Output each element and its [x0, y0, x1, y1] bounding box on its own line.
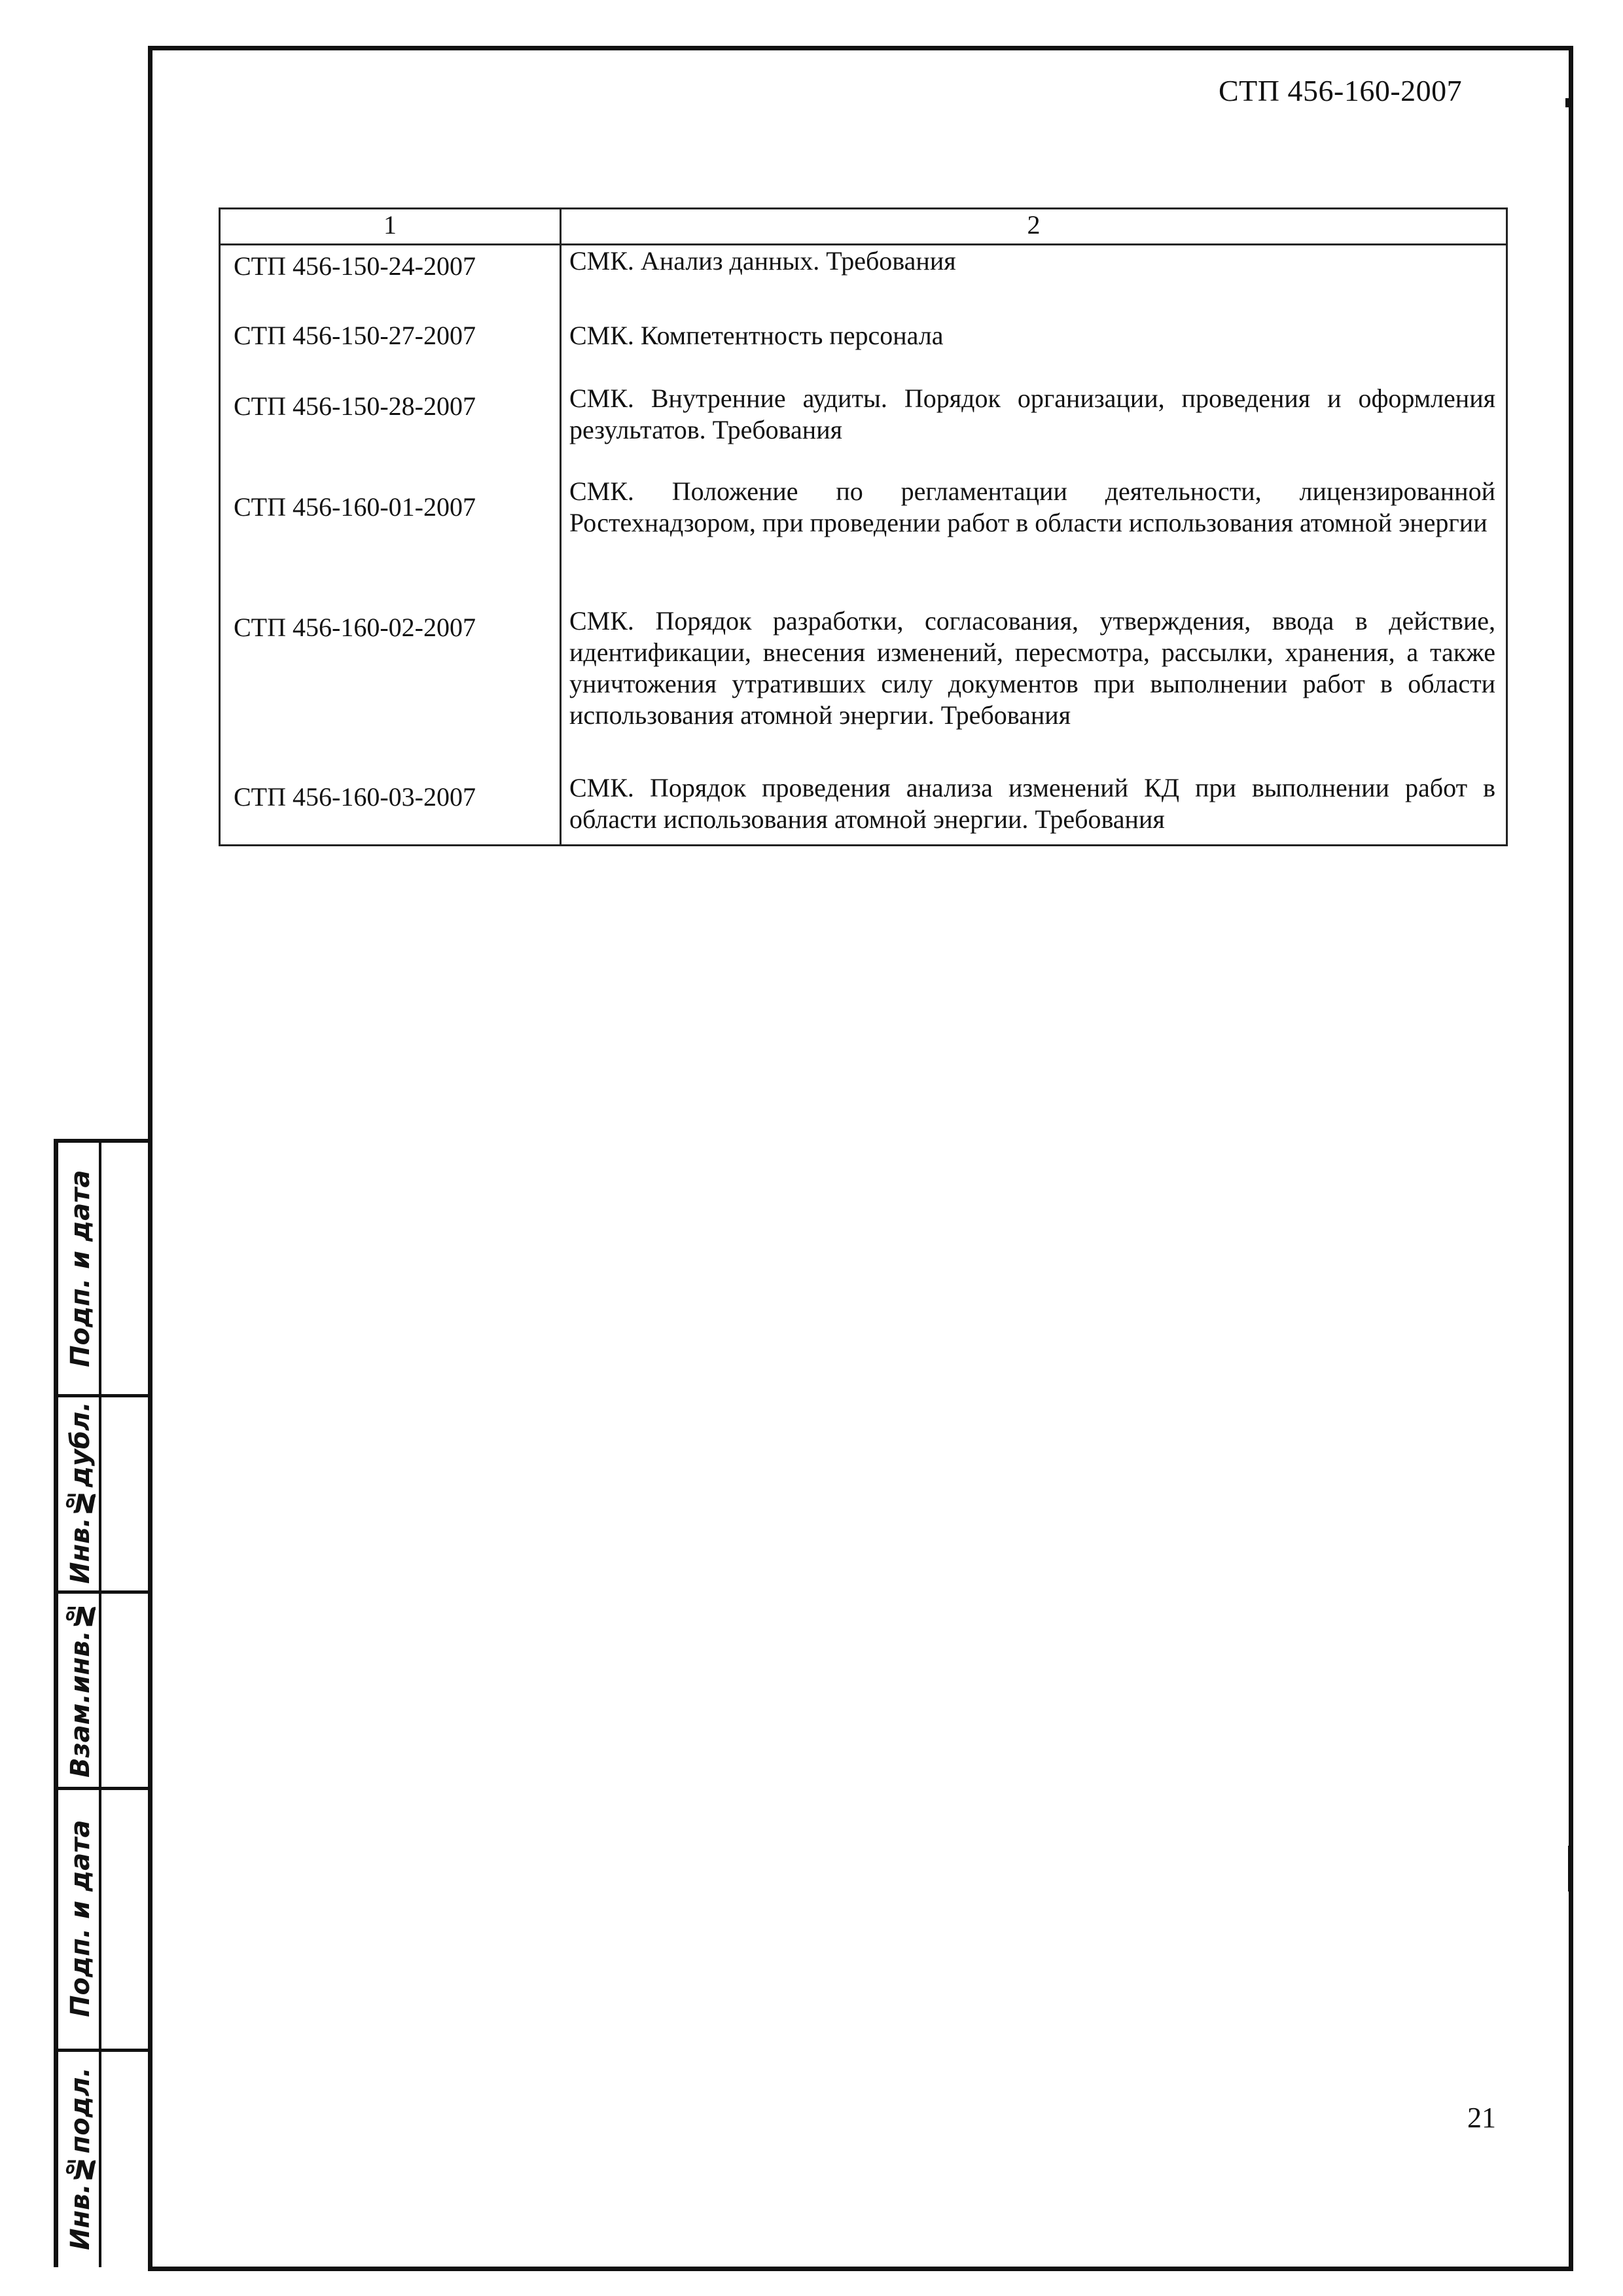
standard-title: СМК. Внутренние аудиты. Порядок организации, проведения и оформления результатов. Требования: [569, 384, 1495, 444]
table-row: [220, 317, 1507, 383]
table-row: [220, 245, 1507, 318]
side-label-sign-date: Подп. и дата: [65, 1170, 96, 1367]
standard-code: СТП 456-150-24-2007: [234, 251, 476, 281]
standard-title: СМК. Положение по регламентации деятельности, лицензированной Ростехнадзором, при проведении работ в области использования атомной энергии: [569, 476, 1495, 537]
references-table: [219, 207, 1508, 846]
side-label-orig-inv-no: Инв.№подл.: [65, 2067, 96, 2250]
side-label-dup-inv-no: Инв.№дубл.: [65, 1401, 96, 1585]
scan-mark: [1568, 1846, 1573, 1892]
standard-title: СМК. Порядок проведения анализа изменений КД при выполнении работ в области использования атомной энергии. Требования: [569, 773, 1495, 834]
table-header-row: [220, 209, 1507, 245]
document-code: СТП 456-160-2007: [1219, 74, 1463, 107]
table-row: [220, 772, 1507, 846]
page-number: 21: [1467, 2102, 1496, 2134]
standard-code: СТП 456-160-03-2007: [234, 782, 476, 812]
standard-code: СТП 456-160-02-2007: [234, 613, 476, 642]
side-label-replaced-inv-no: Взам.инв.№: [65, 1600, 96, 1778]
standard-code: СТП 456-150-27-2007: [234, 321, 476, 350]
table-row: [220, 383, 1507, 476]
column-header-1: 1: [220, 209, 561, 245]
standard-title: СМК. Порядок разработки, согласования, утверждения, ввода в действие, идентификации, внесения изменений, пересмотра, рассылки, хранения, а также уничтожения утративших силу документов при выполнении работ в области использования атомной энергии. Требования: [569, 606, 1495, 730]
standard-title: СМК. Компетентность персонала: [569, 321, 944, 350]
standard-title: СМК. Анализ данных. Требования: [569, 246, 956, 276]
side-stamp: [54, 1139, 148, 2267]
side-label-sign-date-2: Подп. и дата: [65, 1820, 96, 2017]
table-row: [220, 476, 1507, 605]
table-row: [220, 605, 1507, 772]
scan-mark: [1565, 98, 1569, 107]
column-header-2: 2: [561, 209, 1507, 245]
standard-code: СТП 456-150-28-2007: [234, 391, 476, 421]
standard-code: СТП 456-160-01-2007: [234, 492, 476, 522]
